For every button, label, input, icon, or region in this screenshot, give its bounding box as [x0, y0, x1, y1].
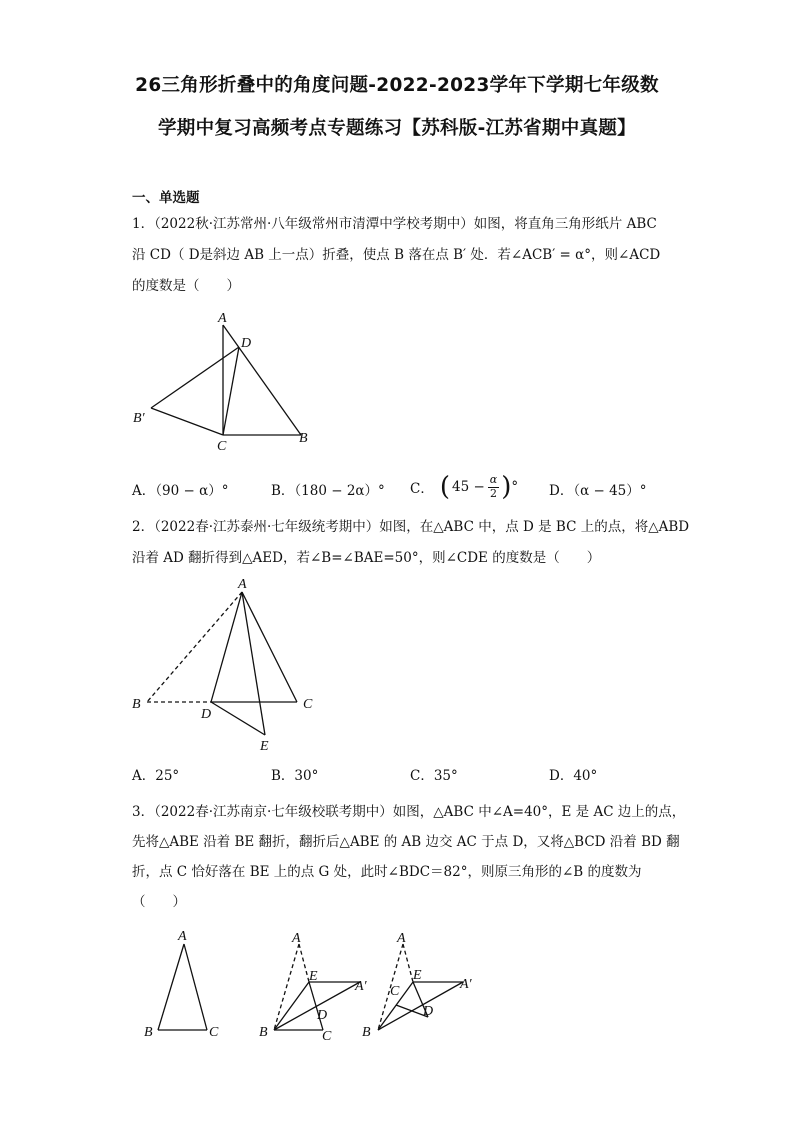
- q1-edge-b-prime-c: [151, 408, 223, 435]
- q1-text-line-1: 1．（2022秋·江苏常州·八年级常州市清潭中学校考期中）如图，将直角三角形纸片 ABC: [132, 216, 657, 232]
- q1-option-c-fraction: [488, 474, 499, 499]
- q2-label-b: B: [132, 697, 141, 712]
- q3-fig2-label-c: C: [322, 1029, 332, 1044]
- q1-option-c-right-paren: ): [501, 472, 512, 502]
- q2-edge-ad: [211, 592, 242, 702]
- q3-fig2-label-b: B: [259, 1025, 268, 1040]
- q1-figure: [125, 305, 325, 455]
- q2-label-a: A: [238, 577, 247, 592]
- q3-fig3-label-c: C: [390, 984, 400, 999]
- q3-text-line-1: 3．（2022春·江苏南京·七年级校联考期中）如图，△ABC 中∠A=40°，E 是 AC 边上的点，: [132, 804, 686, 820]
- q3-fig2-label-a-prime: A′: [355, 979, 367, 994]
- q1-edge-ab: [223, 325, 301, 435]
- q1-option-b[interactable]: B．（180 − 2α）°: [271, 483, 385, 499]
- q1-option-a[interactable]: A．（90 − α）°: [132, 483, 229, 499]
- q1-label-c: C: [217, 439, 227, 454]
- q2-label-c: C: [303, 697, 313, 712]
- q2-text-line-2: 沿着 AD 翻折得到△AED，若∠B=∠BAE=50°，则∠CDE 的度数是（ ）: [132, 550, 601, 566]
- q2-edge-de: [211, 702, 265, 735]
- q3-text-line-4: （ ）: [132, 894, 186, 910]
- q3-fig2-label-e: E: [309, 969, 318, 984]
- q3-fig2-edge-be: [274, 982, 309, 1030]
- q2-option-d[interactable]: D．40°: [549, 768, 598, 784]
- q1-label-b: B: [299, 431, 308, 446]
- q3-fig3-edge-ae-dashed: [403, 944, 413, 982]
- q3-fig1-label-b: B: [144, 1025, 153, 1040]
- q1-text-line-3: 的度数是（ ）: [132, 278, 240, 294]
- q1-edge-db-prime: [151, 347, 239, 408]
- q1-text-line-2: 沿 CD（ D是斜边 AB 上一点）折叠，使点 B 落在点 B′ 处．若∠ACB′ = α°，则∠ACD: [132, 247, 661, 263]
- page-title-line-2: 学期中复习高频考点专题练习【苏科版-江苏省期中真题】: [158, 118, 636, 139]
- q2-option-c[interactable]: C．35°: [410, 768, 458, 784]
- q1-option-d[interactable]: D．（α − 45）°: [549, 483, 647, 499]
- q1-label-b-prime: B′: [133, 411, 145, 426]
- page-title-line-1: 26三角形折叠中的角度问题-2022-2023学年下学期七年级数: [135, 75, 659, 96]
- q3-fig3-label-b: B: [362, 1025, 371, 1040]
- q3-fig1-edge-ab: [158, 944, 184, 1030]
- q2-text-line-1: 2．（2022春·江苏泰州·七年级统考期中）如图，在△ABC 中，点 D 是 BC 上的点，将△ABD: [132, 519, 690, 535]
- q1-label-a: A: [218, 311, 227, 326]
- q1-label-d: D: [241, 336, 252, 351]
- q2-edge-ab-dashed: [147, 592, 242, 702]
- q3-fig2-label-a: A: [292, 931, 301, 946]
- q3-figures: [125, 922, 505, 1052]
- q2-option-b[interactable]: B．30°: [271, 768, 319, 784]
- q2-option-a[interactable]: A．25°: [132, 768, 180, 784]
- q3-text-line-3: 折，点 C 恰好落在 BE 上的点 G 处，此时∠BDC＝82°，则原三角形的∠B 的度数为: [132, 864, 642, 880]
- q3-fig3-label-e: E: [413, 968, 422, 983]
- q3-fig3-label-d: D: [423, 1004, 434, 1019]
- q1-option-c-degree: °: [511, 479, 519, 495]
- q3-fig2-edge-ab-dashed: [274, 944, 299, 1030]
- q2-figure: [125, 572, 335, 757]
- q1-option-c[interactable]: [410, 470, 518, 504]
- q1-edge-cd: [223, 347, 239, 435]
- q3-fig2-label-d: D: [317, 1008, 328, 1023]
- section-heading: 一、单选题: [132, 190, 200, 206]
- q3-fig1-label-c: C: [209, 1025, 219, 1040]
- q2-label-d: D: [201, 707, 212, 722]
- q3-fig3-label-a: A: [397, 931, 406, 946]
- q1-option-c-label: C．: [410, 481, 434, 497]
- q3-fig1-edge-ac: [184, 944, 207, 1030]
- q3-fig2-edge-ae-dashed: [299, 944, 309, 982]
- q3-fig1-label-a: A: [178, 929, 187, 944]
- q1-option-c-numerator: α: [489, 473, 498, 487]
- q1-option-c-left-paren: (: [439, 472, 450, 502]
- q3-text-line-2: 先将△ABE 沿着 BE 翻折，翻折后△ABE 的 AB 边交 AC 于点 D，又将△BCD 沿着 BD 翻: [132, 834, 680, 850]
- q3-fig3-label-a-prime: A′: [460, 977, 472, 992]
- q1-option-c-denominator: 2: [490, 486, 497, 500]
- q2-edge-ae: [242, 592, 265, 735]
- q1-option-c-body: 45 −: [452, 479, 485, 495]
- q2-label-e: E: [260, 739, 269, 754]
